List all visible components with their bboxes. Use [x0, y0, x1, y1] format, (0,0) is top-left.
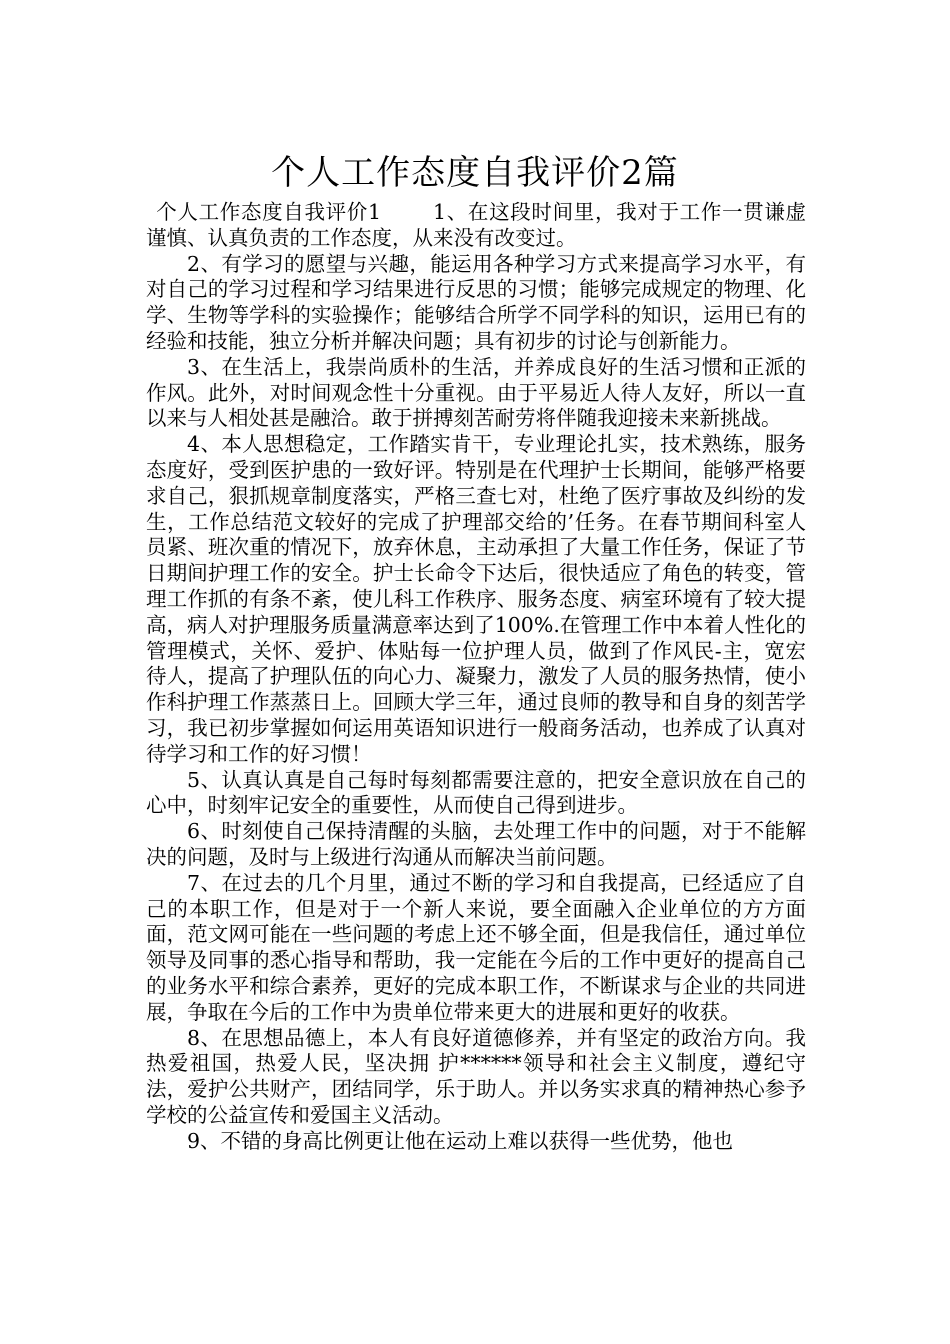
document-body	[146, 200, 806, 1154]
paragraph-8: 8、在思想品德上，本人有良好道德修养，并有坚定的政治方向。我热爱祖国，热爱人民，坚决拥 护******领导和社会主义制度，遵纪守法，爱护公共财产，团结同学，乐于助人。并以务实求真的精神热心参予学校的公益宣传和爱国主义活动。	[146, 1025, 806, 1127]
section-heading: 个人工作态度自我评价1	[156, 200, 382, 224]
document-title: 个人工作态度自我评价2篇	[271, 152, 679, 193]
paragraph-1	[146, 200, 806, 252]
paragraph-2: 2、有学习的愿望与兴趣，能运用各种学习方式来提高学习水平，有对自己的学习过程和学习结果进行反思的习惯；能够完成规定的物理、化学、生物等学科的实验操作；能够结合所学不同学科的知识，运用已有的经验和技能，独立分析并解决问题；具有初步的讨论与创新能力。	[146, 251, 806, 353]
paragraph-3: 3、在生活上，我崇尚质朴的生活，并养成良好的生活习惯和正派的作风。此外，对时间观念性十分重视。由于平易近人待人友好，所以一直以来与人相处甚是融洽。敢于拼搏刻苦耐劳将伴随我迎接未来新挑战。	[146, 354, 806, 431]
paragraph-6: 6、时刻使自己保持清醒的头脑，去处理工作中的问题，对于不能解决的问题，及时与上级进行沟通从而解决当前问题。	[146, 819, 806, 869]
paragraph-4: 4、本人思想稳定，工作踏实肯干，专业理论扎实，技术熟练，服务态度好，受到医护患的一致好评。特别是在代理护士长期间，能够严格要求自己，狠抓规章制度落实，严格三查七对，杜绝了医疗事故及纠纷的发生，工作总结范文较好的完成了护理部交给的’任务。在春节期间科室人员紧、班次重的情况下，放弃休息，主动承担了大量工作任务，保证了节日期间护理工作的安全。护士长命令下达后，很快适应了角色的转变，管理工作抓的有条不紊，使儿科工作秩序、服务态度、病室环境有了较大提高，病人对护理服务质量满意率达到了100%.在管理工作中本着人性化的管理模式，关怀、爱护、体贴每一位护理人员，做到了作风民-主，宽宏待人，提高了护理队伍的向心力、凝聚力，激发了人员的服务热情，使小作科护理工作蒸蒸日上。回顾大学三年，通过良师的教导和自身的刻苦学习，我已初步掌握如何运用英语知识进行一般商务活动，也养成了认真对待学习和工作的好习惯！	[146, 432, 806, 766]
paragraph-7: 7、在过去的几个月里，通过不断的学习和自我提高，已经适应了自己的本职工作，但是对于一个新人来说，要全面融入企业单位的方方面面，范文网可能在一些问题的考虑上还不够全面，但是我信任，通过单位领导及同事的悉心指导和帮助，我一定能在今后的工作中更好的提高自己的业务水平和综合素养，更好的完成本职工作，不断谋求与企业的共同进展，争取在今后的工作中为贵单位带来更大的进展和更好的收获。	[146, 870, 806, 1024]
paragraph-9: 9、不错的身高比例更让他在运动上难以获得一些优势，他也	[187, 1128, 734, 1153]
paragraph-1-text: 1、在这段时间里，我对于工作一贯谦虚谨慎、认真负责的工作态度，从来没有改变过。	[146, 200, 807, 250]
paragraph-5: 5、认真认真是自己每时每刻都需要注意的，把安全意识放在自己的心中，时刻牢记安全的重要性，从而使自己得到进步。	[146, 767, 806, 818]
